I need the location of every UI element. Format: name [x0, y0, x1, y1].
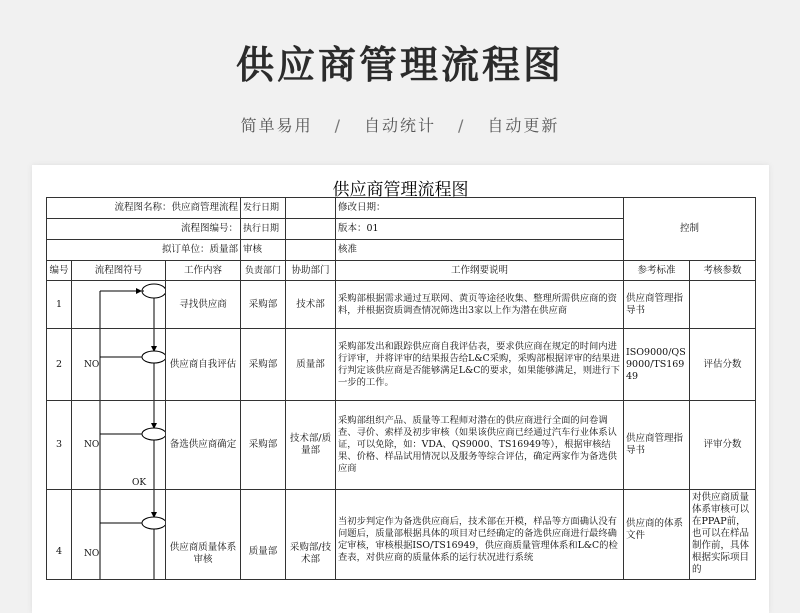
row-outline: 采购部根据需求通过互联网、黄页等途径收集、整理所需供应商的资料，并根据资质调查情况筛选出3家以上作为潜在供应商 — [336, 281, 624, 329]
row-outline: 当初步判定作为备选供应商后，技术部在开模，样品等方面确认没有问题后，质量部根据具体的项目对已经确定的备选供应商进行最终确定审核，审核根据ISO/TS16949，供应商质量管理体系和L&C的检查表，对供应商的质量体系的运行状况进行系统 — [336, 490, 624, 580]
approve-label: 核准 — [336, 240, 624, 261]
row-ref: ISO9000/QS9000/TS16949 — [624, 329, 690, 401]
column-header-row — [47, 261, 756, 281]
row-owner: 采购部 — [241, 329, 286, 401]
process-table — [46, 197, 756, 580]
flow-no-label: NO — [84, 440, 100, 450]
row-no: 4 — [47, 490, 72, 580]
flow-symbol-cell — [72, 329, 166, 401]
row-assist: 技术部/质量部 — [286, 401, 336, 490]
col-header-work: 工作内容 — [166, 261, 241, 281]
review-label: 审核 — [241, 240, 286, 261]
row-ref: 供应商管理指导书 — [624, 401, 690, 490]
subtitle-separator: / — [458, 116, 466, 135]
exec-date-value — [286, 219, 336, 240]
col-header-no: 编号 — [47, 261, 72, 281]
chart-name-label: 流程图名称：供应商管理流程 — [47, 198, 241, 219]
row-no: 1 — [47, 281, 72, 329]
spreadsheet-sheet — [32, 165, 769, 613]
issue-date-label: 发行日期 — [241, 198, 286, 219]
flow-no-label: NO — [84, 360, 100, 370]
table-row — [47, 281, 756, 329]
flow-symbol-1 — [72, 281, 166, 329]
flow-symbol-cell — [72, 281, 166, 329]
table-row — [47, 490, 756, 580]
draft-unit-label: 拟订单位：质量部 — [47, 240, 241, 261]
flow-symbol-cell — [72, 401, 166, 490]
flow-ok-label: OK — [132, 478, 147, 488]
row-owner: 采购部 — [241, 281, 286, 329]
row-work: 寻找供应商 — [166, 281, 241, 329]
review-value — [286, 240, 336, 261]
exec-date-label: 执行日期 — [241, 219, 286, 240]
row-params — [690, 281, 756, 329]
flow-symbol-cell — [72, 490, 166, 580]
col-header-ref: 参考标准 — [624, 261, 690, 281]
row-no: 3 — [47, 401, 72, 490]
col-header-owner: 负责部门 — [241, 261, 286, 281]
chart-no-label: 流程图编号： — [47, 219, 241, 240]
row-ref: 供应商的体系文件 — [624, 490, 690, 580]
hero-subtitle — [0, 113, 800, 136]
col-header-assist: 协助部门 — [286, 261, 336, 281]
flow-no-label: NO — [84, 549, 100, 559]
row-work: 备选供应商确定 — [166, 401, 241, 490]
subtitle-separator: / — [334, 116, 342, 135]
page-hero-title: 供应商管理流程图 — [235, 43, 564, 87]
doc-title: 供应商管理流程图 — [332, 180, 469, 200]
col-header-outline: 工作纲要说明 — [336, 261, 624, 281]
revise-date-label: 修改日期： — [336, 198, 624, 219]
control-cell: 控制 — [624, 198, 756, 261]
row-params: 对供应商质量体系审核可以在PPAP前，也可以在样品制作前，具体根据实际项目的 — [690, 490, 756, 580]
row-outline: 采购部发出和跟踪供应商自我评估表，要求供应商在规定的时间内进行评审，并将评审的结果报告给L&C采购，采购部根据评审的结果进行判定该供应商是否能够满足L&C的要求，如果能够满足，则进行下一步的工作。 — [336, 329, 624, 401]
row-work: 供应商质量体系审核 — [166, 490, 241, 580]
row-owner: 采购部 — [241, 401, 286, 490]
row-outline: 采购部组织产品、质量等工程师对潜在的供应商进行全面的问卷调查、寻价、索样及初步审核（如果该供应商已经通过汽车行业体系认证，可以免除，如：VDA、QS9000、TS16949等），根据审核结果、价格、样品试用情况以及服务等综合评估，确定两家作为备选供应商 — [336, 401, 624, 490]
row-owner: 质量部 — [241, 490, 286, 580]
col-header-symbol: 流程图符号 — [72, 261, 166, 281]
row-no: 2 — [47, 329, 72, 401]
issue-date-value — [286, 198, 336, 219]
version-label: 版本：01 — [336, 219, 624, 240]
table-row — [47, 401, 756, 490]
row-assist: 质量部 — [286, 329, 336, 401]
row-params: 评估分数 — [690, 329, 756, 401]
row-assist: 采购部/技术部 — [286, 490, 336, 580]
row-ref: 供应商管理指导书 — [624, 281, 690, 329]
subtitle-item-autostat: 自动统计 — [363, 116, 436, 135]
row-work: 供应商自我评估 — [166, 329, 241, 401]
subtitle-item-autoupdate: 自动更新 — [487, 116, 560, 135]
subtitle-item-easy: 简单易用 — [240, 116, 313, 135]
col-header-params: 考核参数 — [690, 261, 756, 281]
row-assist: 技术部 — [286, 281, 336, 329]
table-row — [47, 329, 756, 401]
row-params: 评审分数 — [690, 401, 756, 490]
flow-symbol-4 — [72, 490, 166, 580]
